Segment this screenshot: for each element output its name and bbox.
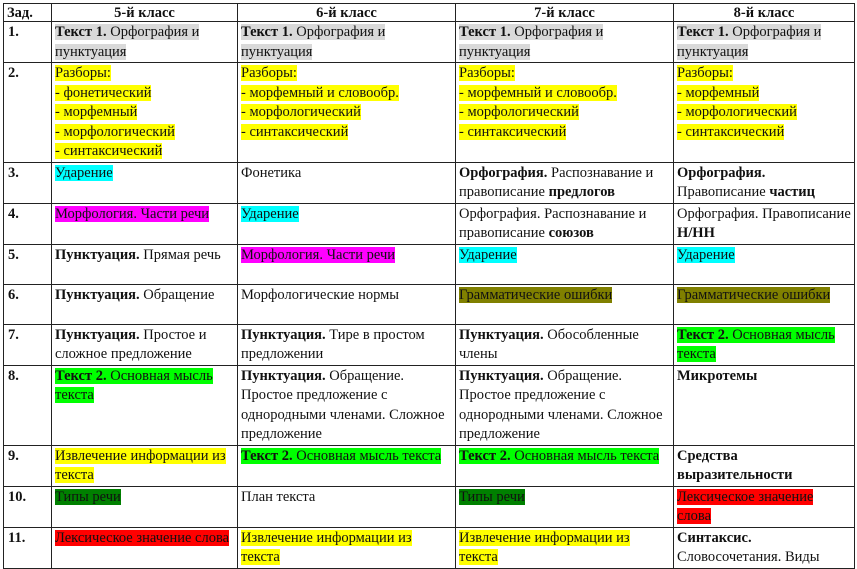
- table-row: [4, 63, 855, 163]
- table-row: [4, 324, 855, 365]
- cell-grade-8: Ударение: [674, 244, 855, 284]
- cell-grade-7: Ударение: [456, 244, 674, 284]
- table-row: [4, 365, 855, 445]
- cell-grade-8: Синтаксис. Словосочетания. Виды: [674, 527, 855, 568]
- cell-grade-5: Ударение: [52, 162, 238, 203]
- cell-grade-7: Разборы: - морфемный и словообр. - морфологический - синтаксический: [456, 63, 674, 163]
- task-number: 7.: [4, 324, 52, 365]
- task-number: 4.: [4, 203, 52, 244]
- cell-grade-7: Текст 1. Орфография и пунктуация: [456, 22, 674, 63]
- cell-grade-6: Текст 1. Орфография и пунктуация: [238, 22, 456, 63]
- cell-grade-6: Пунктуация. Обращение. Простое предложение с однородными членами. Сложное предложение: [238, 365, 456, 445]
- cell-grade-8: Лексическое значение слова: [674, 486, 855, 527]
- cell-grade-5: Текст 1. Орфография и пунктуация: [52, 22, 238, 63]
- header-row: [4, 4, 855, 22]
- table-row: [4, 22, 855, 63]
- task-number: 10.: [4, 486, 52, 527]
- cell-grade-7: Орфография. Распознавание и правописание предлогов: [456, 162, 674, 203]
- table-row: [4, 162, 855, 203]
- header-grade-5: 5-й класс: [52, 4, 238, 22]
- cell-grade-8: Текст 2. Основная мысль текста: [674, 324, 855, 365]
- cell-grade-8: Орфография. Правописание Н/НН: [674, 203, 855, 244]
- header-grade-8: 8-й класс: [674, 4, 855, 22]
- curriculum-table: [3, 3, 855, 569]
- cell-grade-7: Пунктуация. Обособленные члены: [456, 324, 674, 365]
- header-grade-7: 7-й класс: [456, 4, 674, 22]
- cell-grade-7: Пунктуация. Обращение. Простое предложение с однородными членами. Сложное предложение: [456, 365, 674, 445]
- cell-grade-5: Разборы: - фонетический - морфемный - морфологический - синтаксический: [52, 63, 238, 163]
- task-number: 3.: [4, 162, 52, 203]
- task-number: 8.: [4, 365, 52, 445]
- task-number: 5.: [4, 244, 52, 284]
- cell-grade-7: Извлечение информации из текста: [456, 527, 674, 568]
- task-number: 2.: [4, 63, 52, 163]
- task-number: 6.: [4, 284, 52, 324]
- cell-grade-5: Пунктуация. Прямая речь: [52, 244, 238, 284]
- cell-grade-6: Ударение: [238, 203, 456, 244]
- cell-grade-8: Грамматические ошибки: [674, 284, 855, 324]
- cell-grade-5: Типы речи: [52, 486, 238, 527]
- cell-grade-6: Морфологические нормы: [238, 284, 456, 324]
- table-row: [4, 284, 855, 324]
- table-row: [4, 244, 855, 284]
- cell-grade-8: Орфография. Правописание частиц: [674, 162, 855, 203]
- task-number: 1.: [4, 22, 52, 63]
- cell-grade-5: Пунктуация. Простое и сложное предложение: [52, 324, 238, 365]
- task-number: 11.: [4, 527, 52, 568]
- cell-grade-6: Морфология. Части речи: [238, 244, 456, 284]
- task-number: 9.: [4, 445, 52, 486]
- table-row: [4, 203, 855, 244]
- cell-grade-5: Извлечение информации из текста: [52, 445, 238, 486]
- cell-grade-8: Текст 1. Орфография и пунктуация: [674, 22, 855, 63]
- cell-grade-5: Пунктуация. Обращение: [52, 284, 238, 324]
- cell-grade-6: Разборы: - морфемный и словообр. - морфологический - синтаксический: [238, 63, 456, 163]
- cell-grade-7: Грамматические ошибки: [456, 284, 674, 324]
- table-row: [4, 486, 855, 527]
- table-row: [4, 445, 855, 486]
- cell-grade-8: Микротемы: [674, 365, 855, 445]
- cell-grade-5: Морфология. Части речи: [52, 203, 238, 244]
- header-task: Зад.: [4, 4, 52, 22]
- table-row: [4, 527, 855, 568]
- cell-grade-6: Фонетика: [238, 162, 456, 203]
- cell-grade-6: Текст 2. Основная мысль текста: [238, 445, 456, 486]
- cell-grade-7: Типы речи: [456, 486, 674, 527]
- cell-grade-7: Орфография. Распознавание и правописание союзов: [456, 203, 674, 244]
- cell-grade-5: Лексическое значение слова: [52, 527, 238, 568]
- cell-grade-6: Пунктуация. Тире в простом предложении: [238, 324, 456, 365]
- cell-grade-5: Текст 2. Основная мысль текста: [52, 365, 238, 445]
- header-grade-6: 6-й класс: [238, 4, 456, 22]
- cell-grade-8: Средства выразительности: [674, 445, 855, 486]
- cell-grade-7: Текст 2. Основная мысль текста: [456, 445, 674, 486]
- cell-grade-6: Извлечение информации из текста: [238, 527, 456, 568]
- cell-grade-6: План текста: [238, 486, 456, 527]
- cell-grade-8: Разборы: - морфемный - морфологический - синтаксический: [674, 63, 855, 163]
